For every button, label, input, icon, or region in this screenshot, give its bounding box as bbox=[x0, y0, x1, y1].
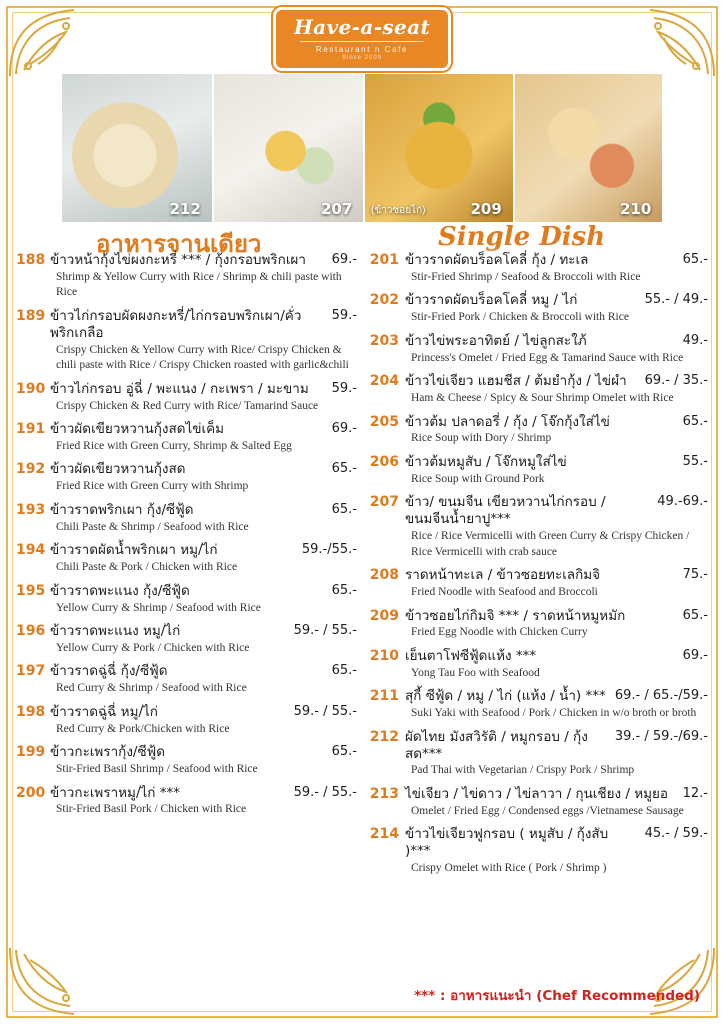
item-description: Ham & Cheese / Spicy & Sour Shrimp Omelet with Rice bbox=[411, 392, 674, 405]
item-number: 199 bbox=[16, 744, 46, 761]
menu-item bbox=[367, 608, 708, 641]
item-number: 188 bbox=[16, 252, 46, 268]
item-price: 12.- bbox=[682, 785, 708, 801]
item-name-thai: ข้าวไข่พระอาทิตย์ / ไข่ลูกสะใภ้ bbox=[405, 332, 587, 349]
menu-item bbox=[16, 583, 357, 616]
logo-title: Have-a-seat bbox=[293, 15, 431, 39]
photo-omelet-curry bbox=[214, 74, 364, 222]
item-name-thai: ข้าวกะเพรากุ้ง/ซีฟู้ด bbox=[50, 744, 165, 761]
menu-item bbox=[367, 648, 708, 681]
item-name-thai: ข้าวผัดเขียวหวานกุ้งสด bbox=[50, 461, 186, 478]
corner-ornament-bottom-left bbox=[4, 942, 90, 1020]
item-price: 45.- / 59.- bbox=[644, 826, 708, 842]
item-description: Yong Tau Foo with Seafood bbox=[411, 666, 540, 679]
item-number: 189 bbox=[16, 307, 46, 324]
item-description: Stir-Fried Pork / Chicken & Broccoli with Rice bbox=[411, 311, 629, 324]
item-price: 49.-69.- bbox=[657, 494, 708, 510]
item-price: 69.- / 35.- bbox=[644, 373, 708, 389]
item-number: 209 bbox=[369, 607, 399, 624]
item-price: 55.- bbox=[682, 453, 708, 469]
item-name-thai: เย็นตาโฟซีฟู้ดแห้ง *** bbox=[405, 647, 537, 664]
item-description: Shrimp & Yellow Curry with Rice / Shrimp & chili paste with Rice bbox=[56, 270, 342, 299]
item-price: 49.- bbox=[682, 332, 708, 348]
item-description: Fried Egg Noodle with Chicken Curry bbox=[411, 626, 588, 639]
menu-item bbox=[367, 252, 708, 285]
item-price: 59.- bbox=[331, 380, 357, 396]
item-description: Fried Noodle with Seafood and Broccoli bbox=[411, 586, 598, 598]
item-name-thai: ผัดไทย มังสวิรัติ / หมูกรอบ / กุ้งสด*** bbox=[405, 728, 588, 762]
corner-ornament-top-right bbox=[634, 4, 720, 82]
item-price: 59.- bbox=[331, 307, 357, 323]
menu-column-left bbox=[16, 252, 357, 884]
item-description: Fried Rice with Green Curry with Shrimp bbox=[56, 480, 249, 493]
item-price: 65.- bbox=[682, 607, 708, 623]
item-description: Chili Paste & Pork / Chicken with Rice bbox=[56, 561, 238, 574]
photo-number: 212 bbox=[169, 200, 201, 218]
menu-item bbox=[16, 502, 357, 535]
photo-pad-thai bbox=[62, 74, 212, 222]
item-number: 207 bbox=[369, 494, 399, 511]
item-number: 201 bbox=[369, 252, 399, 268]
photo-caption: (ข้าวซอยไก่) bbox=[371, 205, 426, 216]
menu-column-right bbox=[367, 252, 708, 884]
item-name-thai: สุกี้ ซีฟู้ด / หมู / ไก่ (แห้ง / น้ำ) *** bbox=[405, 688, 606, 705]
restaurant-logo bbox=[276, 10, 448, 68]
item-price: 69.- / 65.-/59.- bbox=[614, 688, 708, 704]
item-price: 65.- bbox=[331, 461, 357, 477]
menu-item bbox=[367, 567, 708, 600]
item-name-thai: ข้าวไก่กรอบ อู่ฉี่ / พะแนง / กะเพรา / มะขาม bbox=[50, 380, 309, 397]
item-description: Yellow Curry & Pork / Chicken with Rice bbox=[56, 641, 250, 654]
item-price: 65.- bbox=[331, 663, 357, 679]
photo-strip bbox=[62, 74, 662, 222]
menu-item bbox=[367, 494, 708, 560]
item-name-thai: ข้าวผัดเขียวหวานกุ้งสดไข่เค็ม bbox=[50, 421, 225, 438]
item-name-thai: ข้าวราดพะแนง หมู/ไก่ bbox=[50, 623, 181, 640]
item-name-thai: ข้าวกะเพราหมู/ไก่ *** bbox=[50, 784, 181, 801]
item-name-thai: ข้าวไข่เจียว แฮมชีส / ต้มยำกุ้ง / ไข่ผำ bbox=[405, 373, 627, 390]
item-price: 69.- bbox=[331, 252, 357, 267]
item-description: Red Curry & Shrimp / Seafood with Rice bbox=[56, 682, 247, 695]
item-price: 65.- bbox=[331, 501, 357, 517]
item-name-thai: ข้าวซอยไก่กิมจิ *** / ราดหน้าหมูหมัก bbox=[405, 607, 626, 624]
menu-item bbox=[16, 744, 357, 777]
item-name-thai: ข้าวต้มหมูสับ / โจ๊กหมูใส่ไข่ bbox=[405, 453, 567, 470]
photo-number: 209 bbox=[470, 200, 502, 218]
menu-item bbox=[367, 786, 708, 819]
menu-item bbox=[16, 461, 357, 494]
item-number: 202 bbox=[369, 292, 399, 309]
item-number: 213 bbox=[369, 785, 399, 802]
item-description: Crispy Chicken & Red Curry with Rice/ Tamarind Sauce bbox=[56, 399, 319, 412]
menu-item bbox=[367, 688, 708, 721]
item-name-thai: ข้าวหน้ากุ้งไข่ผงกะหรี่ *** / กุ้งกรอบพริกเผา bbox=[50, 252, 306, 268]
item-number: 191 bbox=[16, 421, 46, 438]
item-name-thai: ไข่เจียว / ไข่ดาว / ไข่ลาวา / กุนเชียง / หมูยอ bbox=[405, 785, 669, 802]
item-name-thai: ข้าวราดฉู่ฉี่ กุ้ง/ซีฟู้ด bbox=[50, 663, 168, 680]
chef-recommended-note: *** : อาหารแนะนำ (Chef Recommended) bbox=[414, 988, 700, 1004]
menu-item bbox=[367, 454, 708, 487]
item-description: Stir-Fried Basil Shrimp / Seafood with Rice bbox=[56, 763, 258, 776]
item-price: 39.- / 59.-/69.- bbox=[614, 728, 708, 744]
corner-ornament-bottom-right bbox=[634, 942, 720, 1020]
item-description: Crispy Chicken & Yellow Curry with Rice/ Crispy Chicken & chili paste with Rice / Crispy Chicken roasted with garlic&chili bbox=[56, 343, 349, 372]
item-number: 206 bbox=[369, 453, 399, 470]
item-number: 204 bbox=[369, 373, 399, 390]
item-name-thai: ข้าวราดพริกเผา กุ้ง/ซีฟู้ด bbox=[50, 501, 194, 518]
item-name-thai: ราดหน้าทะเล / ข้าวซอยทะเลกิมจิ bbox=[405, 567, 601, 584]
item-price: 69.- bbox=[682, 647, 708, 663]
item-number: 210 bbox=[369, 647, 399, 664]
item-number: 205 bbox=[369, 413, 399, 430]
item-number: 197 bbox=[16, 663, 46, 680]
photo-number: 210 bbox=[620, 200, 652, 218]
menu-item bbox=[16, 663, 357, 696]
item-price: 65.- bbox=[331, 582, 357, 598]
menu-item bbox=[367, 414, 708, 447]
item-price: 59.- / 55.- bbox=[293, 784, 357, 800]
item-name-thai: ข้าวต้ม ปลาดอรี่ / กุ้ง / โจ๊กกุ้งใส่ไข่ bbox=[405, 413, 610, 430]
item-number: 208 bbox=[369, 567, 399, 584]
menu-item bbox=[16, 623, 357, 656]
item-name-thai: ข้าวราดพะแนง กุ้ง/ซีฟู้ด bbox=[50, 582, 190, 599]
item-name-thai: ข้าวไก่กรอบผัดผงกะหรี่/ไก่กรอบพริกเผา/คั่วพริกเกลือ bbox=[50, 307, 302, 341]
item-number: 203 bbox=[369, 332, 399, 349]
item-number: 211 bbox=[369, 688, 399, 705]
menu-item bbox=[16, 542, 357, 575]
item-name-thai: ข้าว/ ขนมจีน เขียวหวานไก่กรอบ / ขนมจีนน้ำยาปู*** bbox=[405, 494, 606, 528]
item-number: 190 bbox=[16, 380, 46, 397]
logo-divider bbox=[300, 41, 424, 42]
item-description: Omelet / Fried Egg / Condensed eggs /Vietnamese Sausage bbox=[411, 804, 684, 817]
logo-since: Since 2009 bbox=[341, 55, 383, 61]
item-description: Rice Soup with Ground Pork bbox=[411, 472, 545, 485]
item-number: 214 bbox=[369, 826, 399, 843]
menu-item bbox=[367, 729, 708, 779]
menu-item bbox=[16, 785, 357, 818]
menu-item bbox=[367, 333, 708, 366]
item-number: 193 bbox=[16, 501, 46, 518]
item-description: Suki Yaki with Seafood / Pork / Chicken in w/o broth or broth bbox=[411, 707, 697, 720]
photo-khao-soi bbox=[365, 74, 513, 222]
item-price: 59.- / 55.- bbox=[293, 703, 357, 719]
corner-ornament-top-left bbox=[4, 4, 90, 82]
menu-item bbox=[367, 826, 708, 876]
item-name-thai: ข้าวราดผัดบร็อคโคลี่ กุ้ง / ทะเล bbox=[405, 252, 589, 268]
item-description: Rice Soup with Dory / Shrimp bbox=[411, 432, 552, 445]
item-description: Yellow Curry & Shrimp / Seafood with Rice bbox=[56, 601, 261, 614]
logo-subtitle: Restaurant n Cafe bbox=[315, 45, 409, 54]
item-description: Fried Rice with Green Curry, Shrimp & Salted Egg bbox=[56, 439, 292, 452]
item-number: 194 bbox=[16, 542, 46, 559]
item-number: 192 bbox=[16, 461, 46, 478]
item-price: 69.- bbox=[331, 421, 357, 437]
item-description: Stir-Fried Basil Pork / Chicken with Rice bbox=[56, 803, 247, 816]
item-name-thai: ข้าวราดผัดบร็อคโคลี่ หมู / ไก่ bbox=[405, 292, 578, 309]
menu-item bbox=[16, 704, 357, 737]
item-description: Stir-Fried Shrimp / Seafood & Broccoli with Rice bbox=[411, 270, 641, 283]
item-price: 59.- / 55.- bbox=[293, 623, 357, 639]
item-number: 212 bbox=[369, 728, 399, 745]
item-description: Red Curry & Pork/Chicken with Rice bbox=[56, 722, 230, 735]
item-price: 55.- / 49.- bbox=[644, 292, 708, 308]
item-description: Princess's Omelet / Fried Egg & Tamarind Sauce with Rice bbox=[411, 351, 684, 364]
menu-item bbox=[367, 292, 708, 325]
item-description: Chili Paste & Shrimp / Seafood with Rice bbox=[56, 520, 249, 533]
item-name-thai: ข้าวราดฉู่ฉี่ หมู/ไก่ bbox=[50, 703, 158, 720]
item-price: 65.- bbox=[682, 252, 708, 267]
section-heading-thai: อาหารจานเดียว bbox=[96, 230, 262, 258]
menu-item bbox=[16, 421, 357, 454]
item-price: 59.-/55.- bbox=[301, 542, 357, 558]
item-price: 65.- bbox=[682, 413, 708, 429]
item-number: 198 bbox=[16, 703, 46, 720]
menu-item bbox=[16, 381, 357, 414]
menu-item bbox=[367, 373, 708, 406]
photo-seafood bbox=[515, 74, 663, 222]
item-number: 196 bbox=[16, 623, 46, 640]
item-number: 200 bbox=[16, 784, 46, 801]
menu-item bbox=[16, 308, 357, 374]
section-heading-english: Single Dish bbox=[438, 222, 606, 252]
item-price: 75.- bbox=[682, 567, 708, 583]
photo-number: 207 bbox=[321, 200, 353, 218]
menu-item bbox=[16, 252, 357, 301]
item-name-thai: ข้าวราดผัดน้ำพริกเผา หมู/ไก่ bbox=[50, 542, 218, 559]
menu-columns bbox=[16, 252, 708, 884]
item-description: Crispy Omelet with Rice ( Pork / Shrimp ) bbox=[411, 862, 607, 875]
item-description: Pad Thai with Vegetarian / Crispy Pork / Shrimp bbox=[411, 764, 635, 777]
item-description: Rice / Rice Vermicelli with Green Curry & Crispy Chicken / Rice Vermicelli with crab sauce bbox=[411, 530, 690, 558]
item-price: 65.- bbox=[331, 744, 357, 760]
item-name-thai: ข้าวไข่เจียวฟูกรอบ ( หมูสับ / กุ้งสับ )*** bbox=[405, 826, 609, 860]
item-number: 195 bbox=[16, 582, 46, 599]
